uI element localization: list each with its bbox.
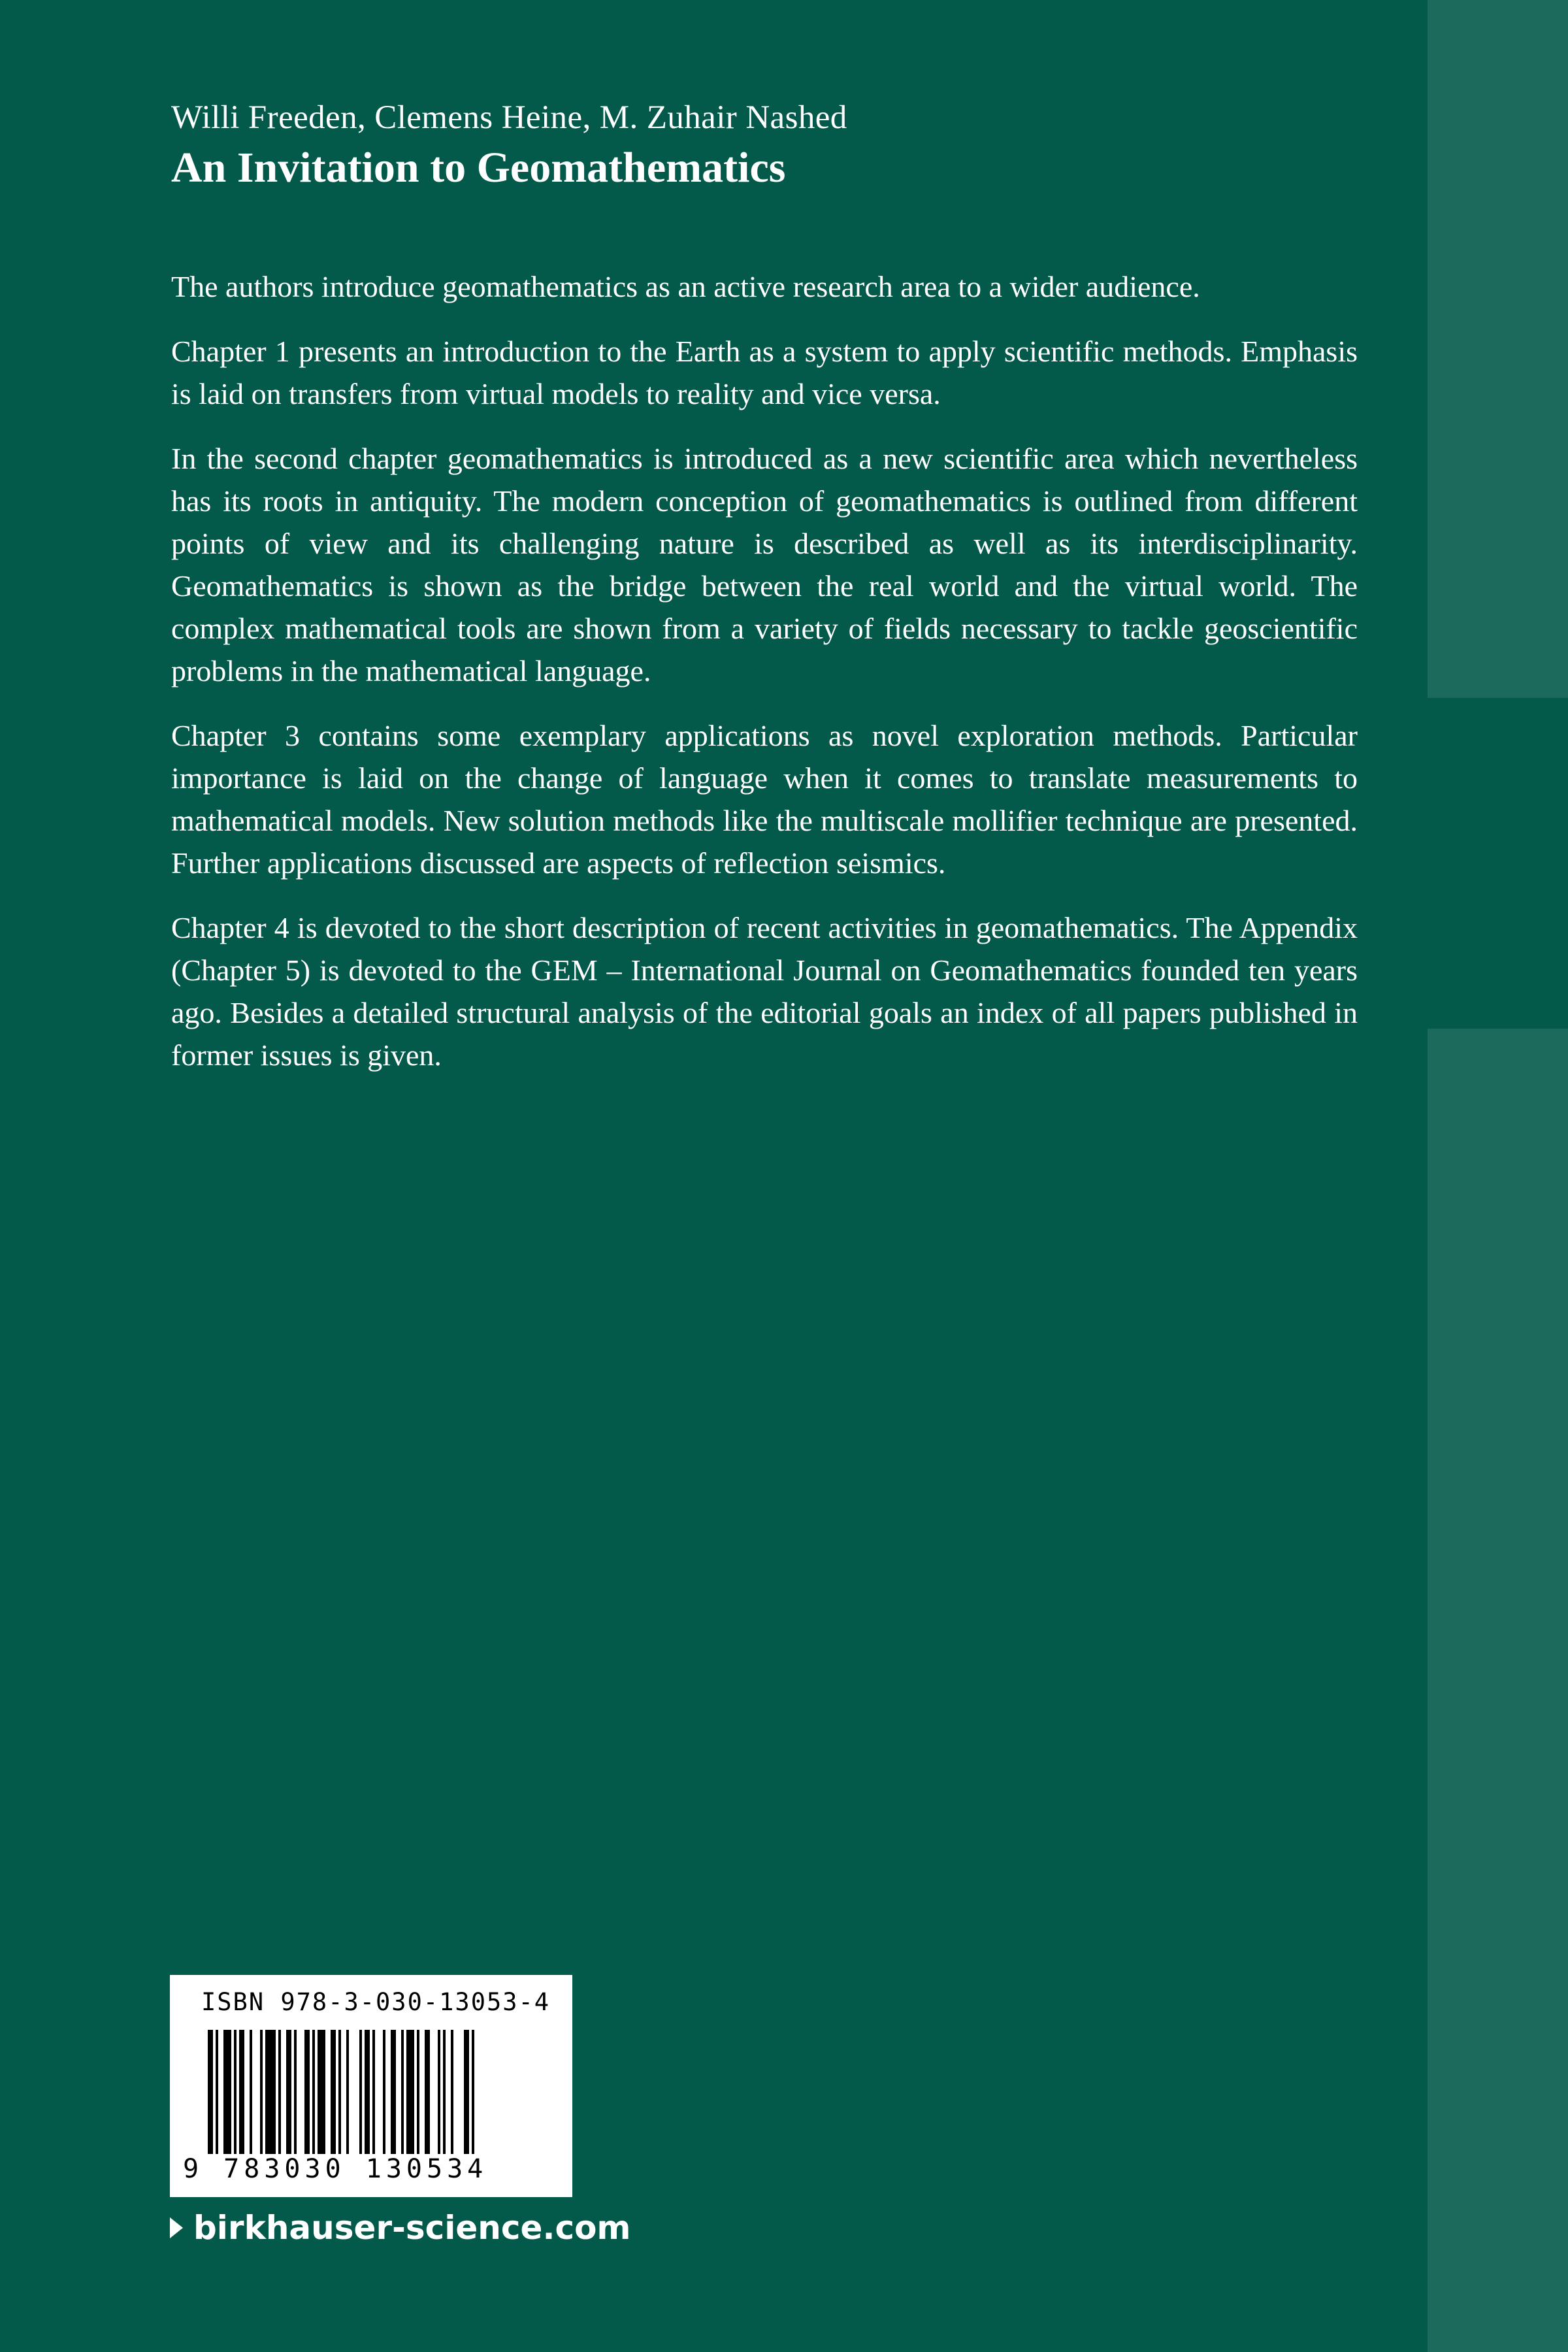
blurb: [171, 265, 1358, 1076]
arrow-right-icon: [170, 2217, 183, 2238]
authors: Willi Freeden, Clemens Heine, M. Zuhair Nashed: [171, 99, 847, 136]
spine-strip-middle: [1428, 698, 1568, 1029]
cover-text: [171, 98, 1358, 1099]
book-title: An Invitation to Geomathematics: [171, 144, 786, 192]
blurb-paragraph: Chapter 3 contains some exemplary applications as novel exploration methods. Particular importance is laid on the change of language when it comes to translate measurements to mathematical models. New solution methods like the multiscale mollifier technique are presented. Further applications discussed are aspects of reflection seismics.: [171, 719, 1358, 880]
spine-strip-bottom: [1428, 1029, 1568, 2352]
ean-digits: 9 783030 130534: [183, 2154, 488, 2184]
publisher-website[interactable]: [170, 2209, 631, 2247]
isbn-barcode: [170, 1975, 572, 2197]
isbn-label: ISBN 978-3-030-13053-4: [201, 1988, 551, 2016]
blurb-paragraph: Chapter 4 is devoted to the short description of recent activities in geomathematics. The Appendix (Chapter 5) is devoted to the GEM – International Journal on Geomathematics founded ten years ago. Besides a detailed structural analysis of the editorial goals an index of all papers published in former issues is given.: [171, 911, 1358, 1072]
barcode-bars: [183, 2030, 562, 2154]
spine-strip-top: [1428, 0, 1568, 698]
blurb-paragraph: Chapter 1 presents an introduction to the Earth as a system to apply scientific methods. Emphasis is laid on transfers from virtual models to reality and vice versa.: [171, 335, 1358, 411]
website-label: birkhauser-science.com: [193, 2209, 631, 2247]
blurb-paragraph: The authors introduce geomathematics as an active research area to a wider audience.: [171, 270, 1200, 304]
blurb-paragraph: In the second chapter geomathematics is introduced as a new scientific area which nevertheless has its roots in antiquity. The modern conception of geomathematics is outlined from different points of view and its challenging nature is described as well as its interdisciplinarity. Geomathematics is shown as the bridge between the real world and the virtual world. The complex mathematical tools are shown from a variety of fields necessary to tackle geoscientific problems in the mathematical language.: [171, 442, 1358, 688]
